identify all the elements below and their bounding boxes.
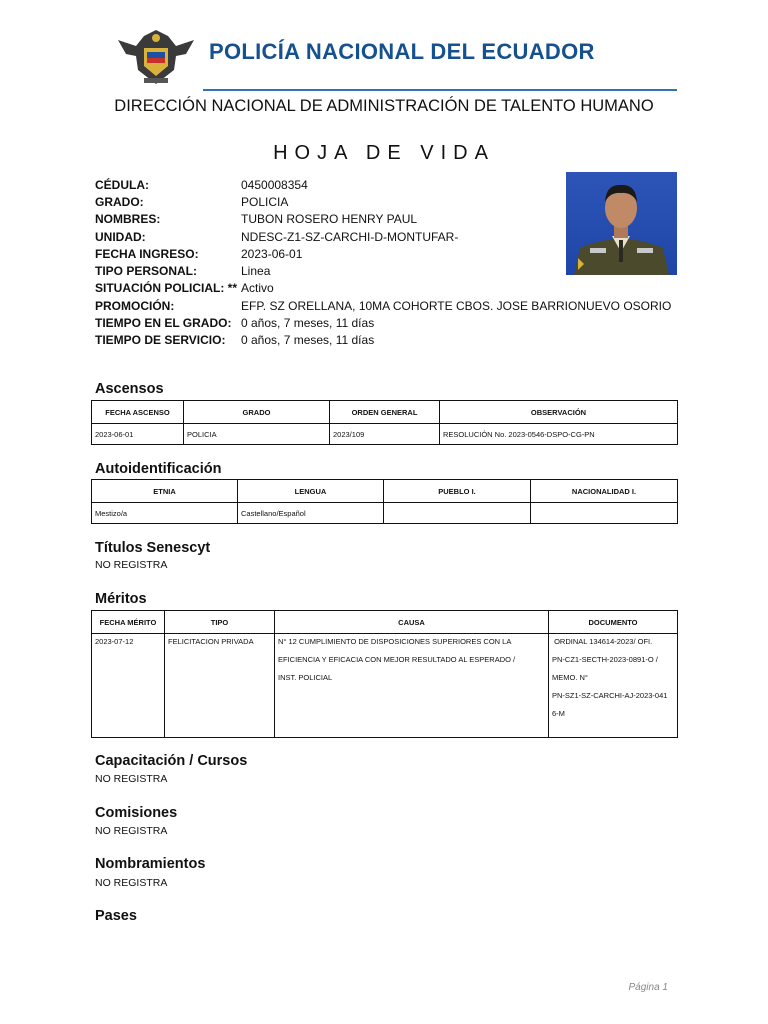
- column-header: ETNIA: [92, 480, 238, 503]
- info-label: TIPO PERSONAL:: [95, 264, 198, 279]
- titulos-value: NO REGISTRA: [95, 559, 168, 571]
- info-row: [95, 332, 671, 349]
- table-row: [92, 503, 678, 524]
- officer-portrait-icon: [566, 172, 677, 275]
- section-title-titulos: Títulos Senescyt: [95, 540, 211, 556]
- merit-document-line: MEMO. N°: [552, 673, 588, 682]
- info-label: FECHA INGRESO:: [95, 246, 199, 261]
- table-row: [92, 634, 678, 738]
- table-cell: [275, 634, 549, 738]
- info-label: TIEMPO DE SERVICIO:: [95, 333, 226, 348]
- info-label: PROMOCIÓN:: [95, 298, 175, 313]
- info-value: Activo: [241, 281, 274, 296]
- section-title-ascensos: Ascensos: [95, 381, 164, 397]
- info-value: POLICIA: [241, 194, 289, 209]
- meritos-table: [91, 610, 678, 738]
- column-header: NACIONALIDAD I.: [531, 480, 678, 503]
- table-cell: RESOLUCIÓN No. 2023-0546-DSPO-CG-PN: [440, 424, 678, 445]
- info-label: NOMBRES:: [95, 212, 161, 227]
- info-value: NDESC-Z1-SZ-CARCHI-D-MONTUFAR-: [241, 229, 459, 244]
- merit-type: FELICITACION PRIVADA: [168, 637, 254, 646]
- merit-document-line: ORDINAL 134614-2023/ OFI.: [552, 637, 653, 646]
- table-cell: [531, 503, 678, 524]
- info-label: GRADO:: [95, 194, 144, 209]
- column-header: ORDEN GENERAL: [330, 401, 440, 424]
- profile-photo: [566, 172, 677, 275]
- merit-cause-line: EFICIENCIA Y EFICACIA CON MEJOR RESULTADO AL ESPERADO /: [278, 655, 516, 664]
- autoidentificacion-table: [91, 479, 678, 524]
- capacitacion-value: NO REGISTRA: [95, 773, 168, 785]
- column-header: OBSERVACIÓN: [440, 401, 678, 424]
- header-accent-bar: [203, 89, 677, 91]
- table-cell: Castellano/Español: [238, 503, 384, 524]
- section-title-nombramientos: Nombramientos: [95, 856, 206, 872]
- table-header-row: [92, 401, 678, 424]
- info-value: 0 años, 7 meses, 11 días: [241, 333, 375, 348]
- nombramientos-value: NO REGISTRA: [95, 877, 168, 889]
- table-cell: POLICIA: [184, 424, 330, 445]
- table-cell: 2023/109: [330, 424, 440, 445]
- section-title-meritos: Méritos: [95, 591, 147, 607]
- table-cell: [92, 634, 165, 738]
- info-label: TIEMPO EN EL GRADO:: [95, 316, 232, 331]
- comisiones-value: NO REGISTRA: [95, 825, 168, 837]
- column-header: DOCUMENTO: [549, 611, 678, 634]
- info-value: 0 años, 7 meses, 11 días: [241, 316, 375, 331]
- merit-cause-line: N° 12 CUMPLIMIENTO DE DISPOSICIONES SUPERIORES CON LA: [278, 637, 512, 646]
- info-value: TUBON ROSERO HENRY PAUL: [241, 212, 418, 227]
- merit-cause-line: INST. POLICIAL: [278, 673, 333, 682]
- info-value: Linea: [241, 264, 271, 279]
- column-header: FECHA MÉRITO: [92, 611, 165, 634]
- table-cell: [549, 634, 678, 738]
- merit-document-line: 6-M: [552, 709, 565, 718]
- info-row: [95, 297, 671, 314]
- table-cell: [165, 634, 275, 738]
- info-value: 2023-06-01: [241, 246, 303, 261]
- info-row: [95, 314, 671, 331]
- table-header-row: [92, 611, 678, 634]
- merit-date: 2023-07-12: [95, 637, 134, 646]
- table-header-row: [92, 480, 678, 503]
- section-title-comisiones: Comisiones: [95, 805, 178, 821]
- header-banner: [108, 18, 677, 92]
- info-value: EFP. SZ ORELLANA, 10MA COHORTE CBOS. JOSE BARRIONUEVO OSORIO: [241, 298, 672, 313]
- department-title: DIRECCIÓN NACIONAL DE ADMINISTRACIÓN DE TALENTO HUMANO: [114, 97, 654, 115]
- section-title-pases: Pases: [95, 908, 137, 924]
- police-emblem-icon: [114, 26, 198, 88]
- table-cell: Mestizo/a: [92, 503, 238, 524]
- column-header: PUEBLO I.: [384, 480, 531, 503]
- info-label: UNIDAD:: [95, 229, 146, 244]
- info-label: SITUACIÓN POLICIAL: **: [95, 281, 238, 296]
- column-header: GRADO: [184, 401, 330, 424]
- column-header: LENGUA: [238, 480, 384, 503]
- info-label: CÉDULA:: [95, 177, 149, 192]
- section-title-capacitacion: Capacitación / Cursos: [95, 753, 248, 769]
- institution-name: POLICÍA NACIONAL DEL ECUADOR: [209, 39, 595, 64]
- table-row: [92, 424, 678, 445]
- column-header: CAUSA: [275, 611, 549, 634]
- page-number: Página 1: [628, 982, 668, 993]
- document-title: HOJA DE VIDA: [273, 142, 495, 164]
- column-header: TIPO: [165, 611, 275, 634]
- table-cell: [384, 503, 531, 524]
- table-cell: 2023-06-01: [92, 424, 184, 445]
- merit-document-line: PN-CZ1-SECTH-2023-0891-O /: [552, 655, 658, 664]
- ascensos-table: [91, 400, 678, 445]
- section-title-autoidentificacion: Autoidentificación: [95, 461, 222, 477]
- column-header: FECHA ASCENSO: [92, 401, 184, 424]
- info-value: 0450008354: [241, 177, 308, 192]
- info-row: [95, 280, 671, 297]
- merit-document-line: PN-SZ1-SZ-CARCHI-AJ-2023-041: [552, 691, 668, 700]
